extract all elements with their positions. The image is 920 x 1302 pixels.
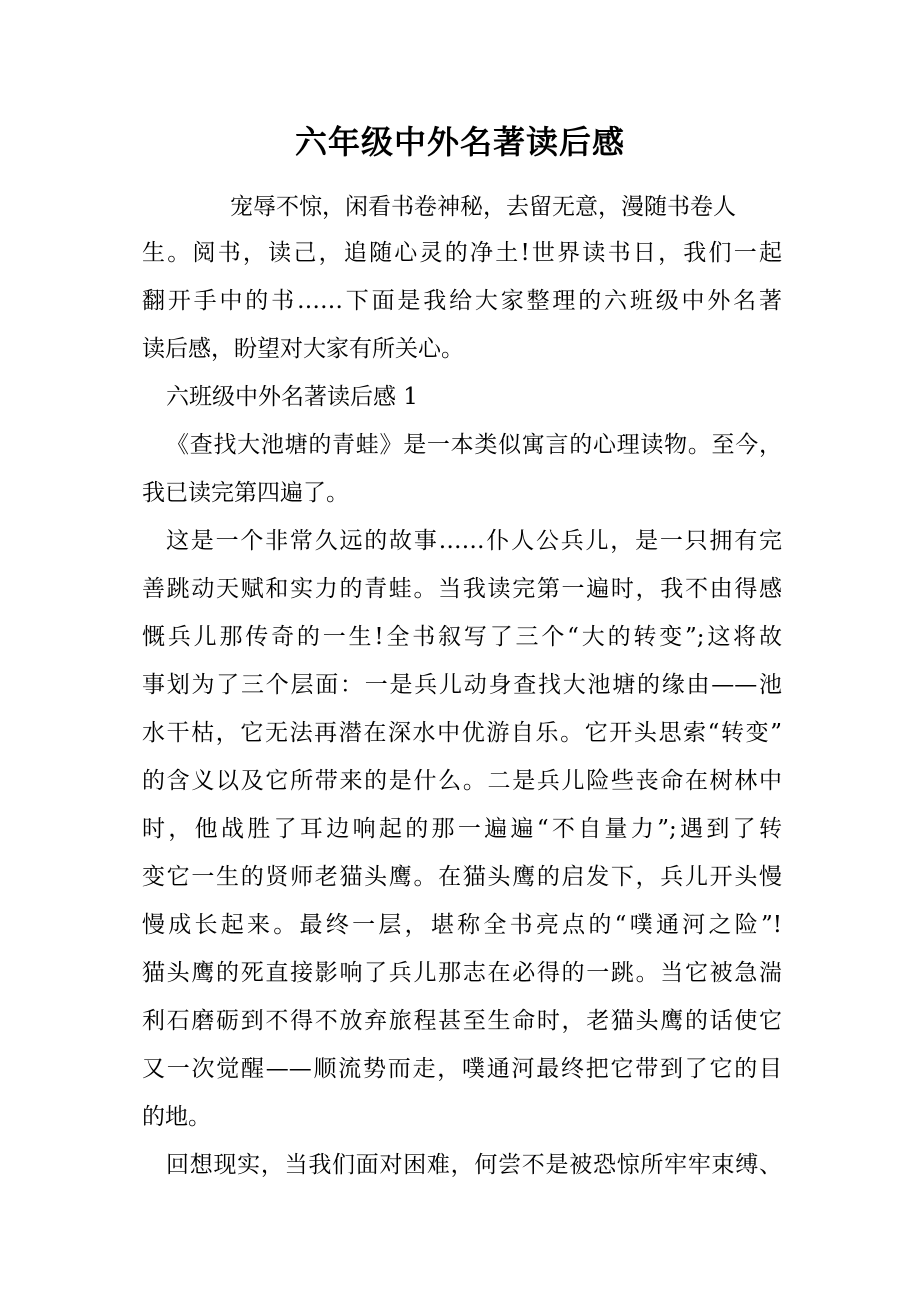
document-title: 六年级中外名著读后感 [294,123,625,161]
text-line: 又一次觉醒——顺流势而走，噗通河最终把它带到了它的目 [142,1056,782,1082]
text-line: 事划为了三个层面：一是兵儿动身查找大池塘的缘由——池 [142,672,782,698]
text-line: 水干枯，它无法再潜在深水中优游自乐。它开头思索“转变” [142,720,782,746]
text-line: 翻开手中的书……下面是我给大家整理的六班级中外名著 [142,288,782,314]
text-line: 时，他战胜了耳边响起的那一遍遍“不自量力”;遇到了转 [142,816,782,842]
text-line: 《查找大池塘的青蛙》是一本类似寓言的心理读物。至今， [166,432,782,458]
text-line: 宠辱不惊，闲看书卷神秘，去留无意，漫随书卷人 [230,194,736,220]
text-line: 善跳动天赋和实力的青蛙。当我读完第一遍时，我不由得感 [142,576,782,602]
text-line: 回想现实，当我们面对困难，何尝不是被恐惊所牢牢束缚、 [166,1152,782,1178]
text-line: 这是一个非常久远的故事……仆人公兵儿，是一只拥有完 [166,528,782,554]
text-line: 利石磨砺到不得不放弃旅程甚至生命时，老猫头鹰的话使它 [142,1008,782,1034]
text-line: 生。阅书，读己，追随心灵的净土!世界读书日，我们一起 [142,240,782,266]
text-line: 慢成长起来。最终一层，堪称全书亮点的“噗通河之险”! [142,912,782,938]
text-line: 的地。 [142,1104,211,1130]
text-line: 猫头鹰的死直接影响了兵儿那志在必得的一跳。当它被急湍 [142,960,782,986]
text-line: 的含义以及它所带来的是什么。二是兵儿险些丧命在树林中 [142,768,782,794]
text-line: 我已读完第四遍了。 [142,480,349,506]
text-line: 慨兵儿那传奇的一生!全书叙写了三个“大的转变”;这将故 [142,624,782,650]
text-line: 读后感，盼望对大家有所关心。 [142,336,464,362]
text-line: 变它一生的贤师老猫头鹰。在猫头鹰的启发下，兵儿开头慢 [142,864,782,890]
section-heading: 六班级中外名著读后感 1 [166,384,418,410]
